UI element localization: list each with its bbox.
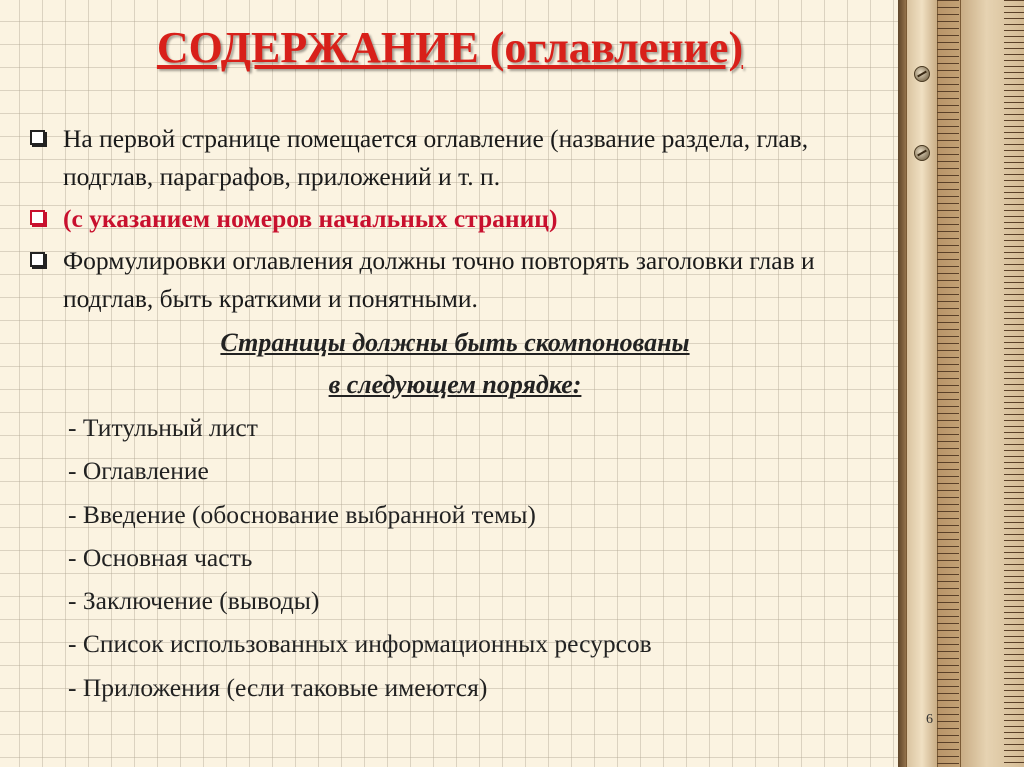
order-heading-line2: в следующем порядке:: [328, 370, 582, 399]
checkbox-bullet-icon: [30, 210, 45, 225]
checkbox-bullet-icon: [30, 130, 45, 145]
slide-number: 6: [926, 712, 933, 727]
ruler-shadow: [898, 0, 906, 767]
slide-title: СОДЕРЖАНИЕ (оглавление): [156, 23, 744, 72]
bullet-text: (с указанием номеров начальных страниц): [63, 204, 558, 233]
ruler-ticks: [937, 0, 959, 767]
list-item: - Титульный лист: [68, 413, 258, 442]
list-item: - Приложения (если таковые имеются): [68, 672, 488, 702]
order-heading-line1: Страницы должны быть скомпонованы: [220, 328, 690, 357]
list-item: - Основная часть: [68, 542, 253, 572]
checkbox-bullet-icon: [30, 252, 45, 267]
bullet-text: Формулировки оглавления должны точно повторять заголовки глав и подглав, быть краткими и понятными.: [63, 246, 815, 313]
bullet-item-highlight: [30, 200, 880, 238]
screw-icon: [914, 66, 930, 82]
bullet-item: [30, 120, 880, 196]
bullet-text: На первой странице помещается оглавление (название раздела, глав, подглав, параграфов, приложений и т. п.: [63, 124, 809, 191]
list-item: - Оглавление: [68, 456, 209, 486]
bullet-item: [30, 242, 880, 318]
ruler-bar: [906, 0, 938, 767]
ruler-ticks-secondary: [1004, 0, 1024, 767]
list-item: - Список использованных информационных ресурсов: [68, 629, 652, 659]
list-item: - Заключение (выводы): [68, 586, 320, 616]
list-item: - Введение (обоснование выбранной темы): [68, 499, 536, 529]
slide-content: [30, 120, 880, 709]
screw-icon: [914, 145, 930, 161]
